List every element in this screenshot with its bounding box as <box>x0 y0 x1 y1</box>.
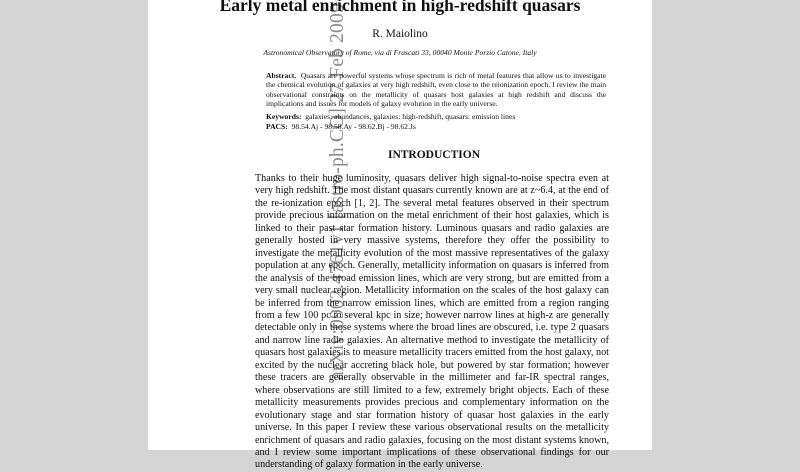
keywords-text: galaxies: abundances, galaxies: high-redshift, quasars: emission lines <box>305 112 516 121</box>
arxiv-identifier: arXiv:0902.4761v1 [astro-ph.CO] 27 Feb 2009 <box>327 3 348 380</box>
author-affiliation: Astronomical Observatory of Rome, via di Frascati 33, 00040 Monte Porzio Catone, Italy <box>263 48 537 57</box>
abstract-label: Abstract. <box>266 71 297 80</box>
paper-page <box>148 0 652 471</box>
abstract-block <box>266 71 606 109</box>
introduction-body: Thanks to their huge luminosity, quasars deliver high signal-to-noise spectra even at very high redshift. The most distant quasars currently known are at z~6.4, at the end of the re-ionization epoch [1, 2]. The several metal features observed in their spectrum provide precious information on the metal enrichment of their host galaxies, which is linked to their past star formation history. Luminous quasars and radio galaxies are generally hosted in very massive systems, therefore they offer the possibility to investigate the metallicity evolution of the most massive representatives of the galaxy population at any epoch. Generally, metallicity information on quasars is inferred from the analysis of the broad emission lines, which are very strong, but are emitted from a very small nuclear region. Metallicity information on the scales of the host galaxy can be inferred from the narrow emission lines, which are emitted from a region ranging from a few 100 pc to several kpc in size; however narrow lines at high-z are generally detectable only in those systems where the broad lines are obscured, i.e. type 2 quasars and narrow line radio galaxies. An alternative method to investigate the metallicity of quasars host galaxies is to measure metallicity tracers emitted from the host galaxy, not excited by the nuclear accreting black hole, but powered by star formation; however these tracers are generally observable in the millimeter and far-IR spectral ranges, where observations are still limited to a few, extremely bright objects. Each of these metallicity measurements provides precious and complementary information on the evolutionary stage and star formation history of quasar host galaxies in the early universe. In this paper I review these various observational results on the metallicity enrichment of quasars and radio galaxies, focusing on the most distant systems known, and I review some important implications of these observational findings for our understanding of galaxy formation in the early universe. <box>255 173 609 471</box>
keywords-line <box>266 112 606 121</box>
pacs-text: 98.54.Aj - 98.58.Ay - 98.62.Bj - 98.62.Js <box>291 122 416 131</box>
pacs-line <box>266 122 606 131</box>
keywords-label: Keywords: <box>266 112 302 121</box>
pacs-label: PACS: <box>266 122 288 131</box>
abstract-text: Quasars are powerful systems whose spectrum is rich of metal features that allow us to investigate the chemical evolution of galaxies at very high redshift, even close to the reionization epoch. I review the main observational constraints on the metallicity of quasars host galaxies at high redshift and discuss the implications and issues for models of galaxy evolution in the early universe. <box>266 71 606 109</box>
author-name: R. Maiolino <box>372 28 428 40</box>
section-heading-introduction: INTRODUCTION <box>387 149 480 161</box>
paper-title: Early metal enrichment in high-redshift quasars <box>219 0 581 15</box>
